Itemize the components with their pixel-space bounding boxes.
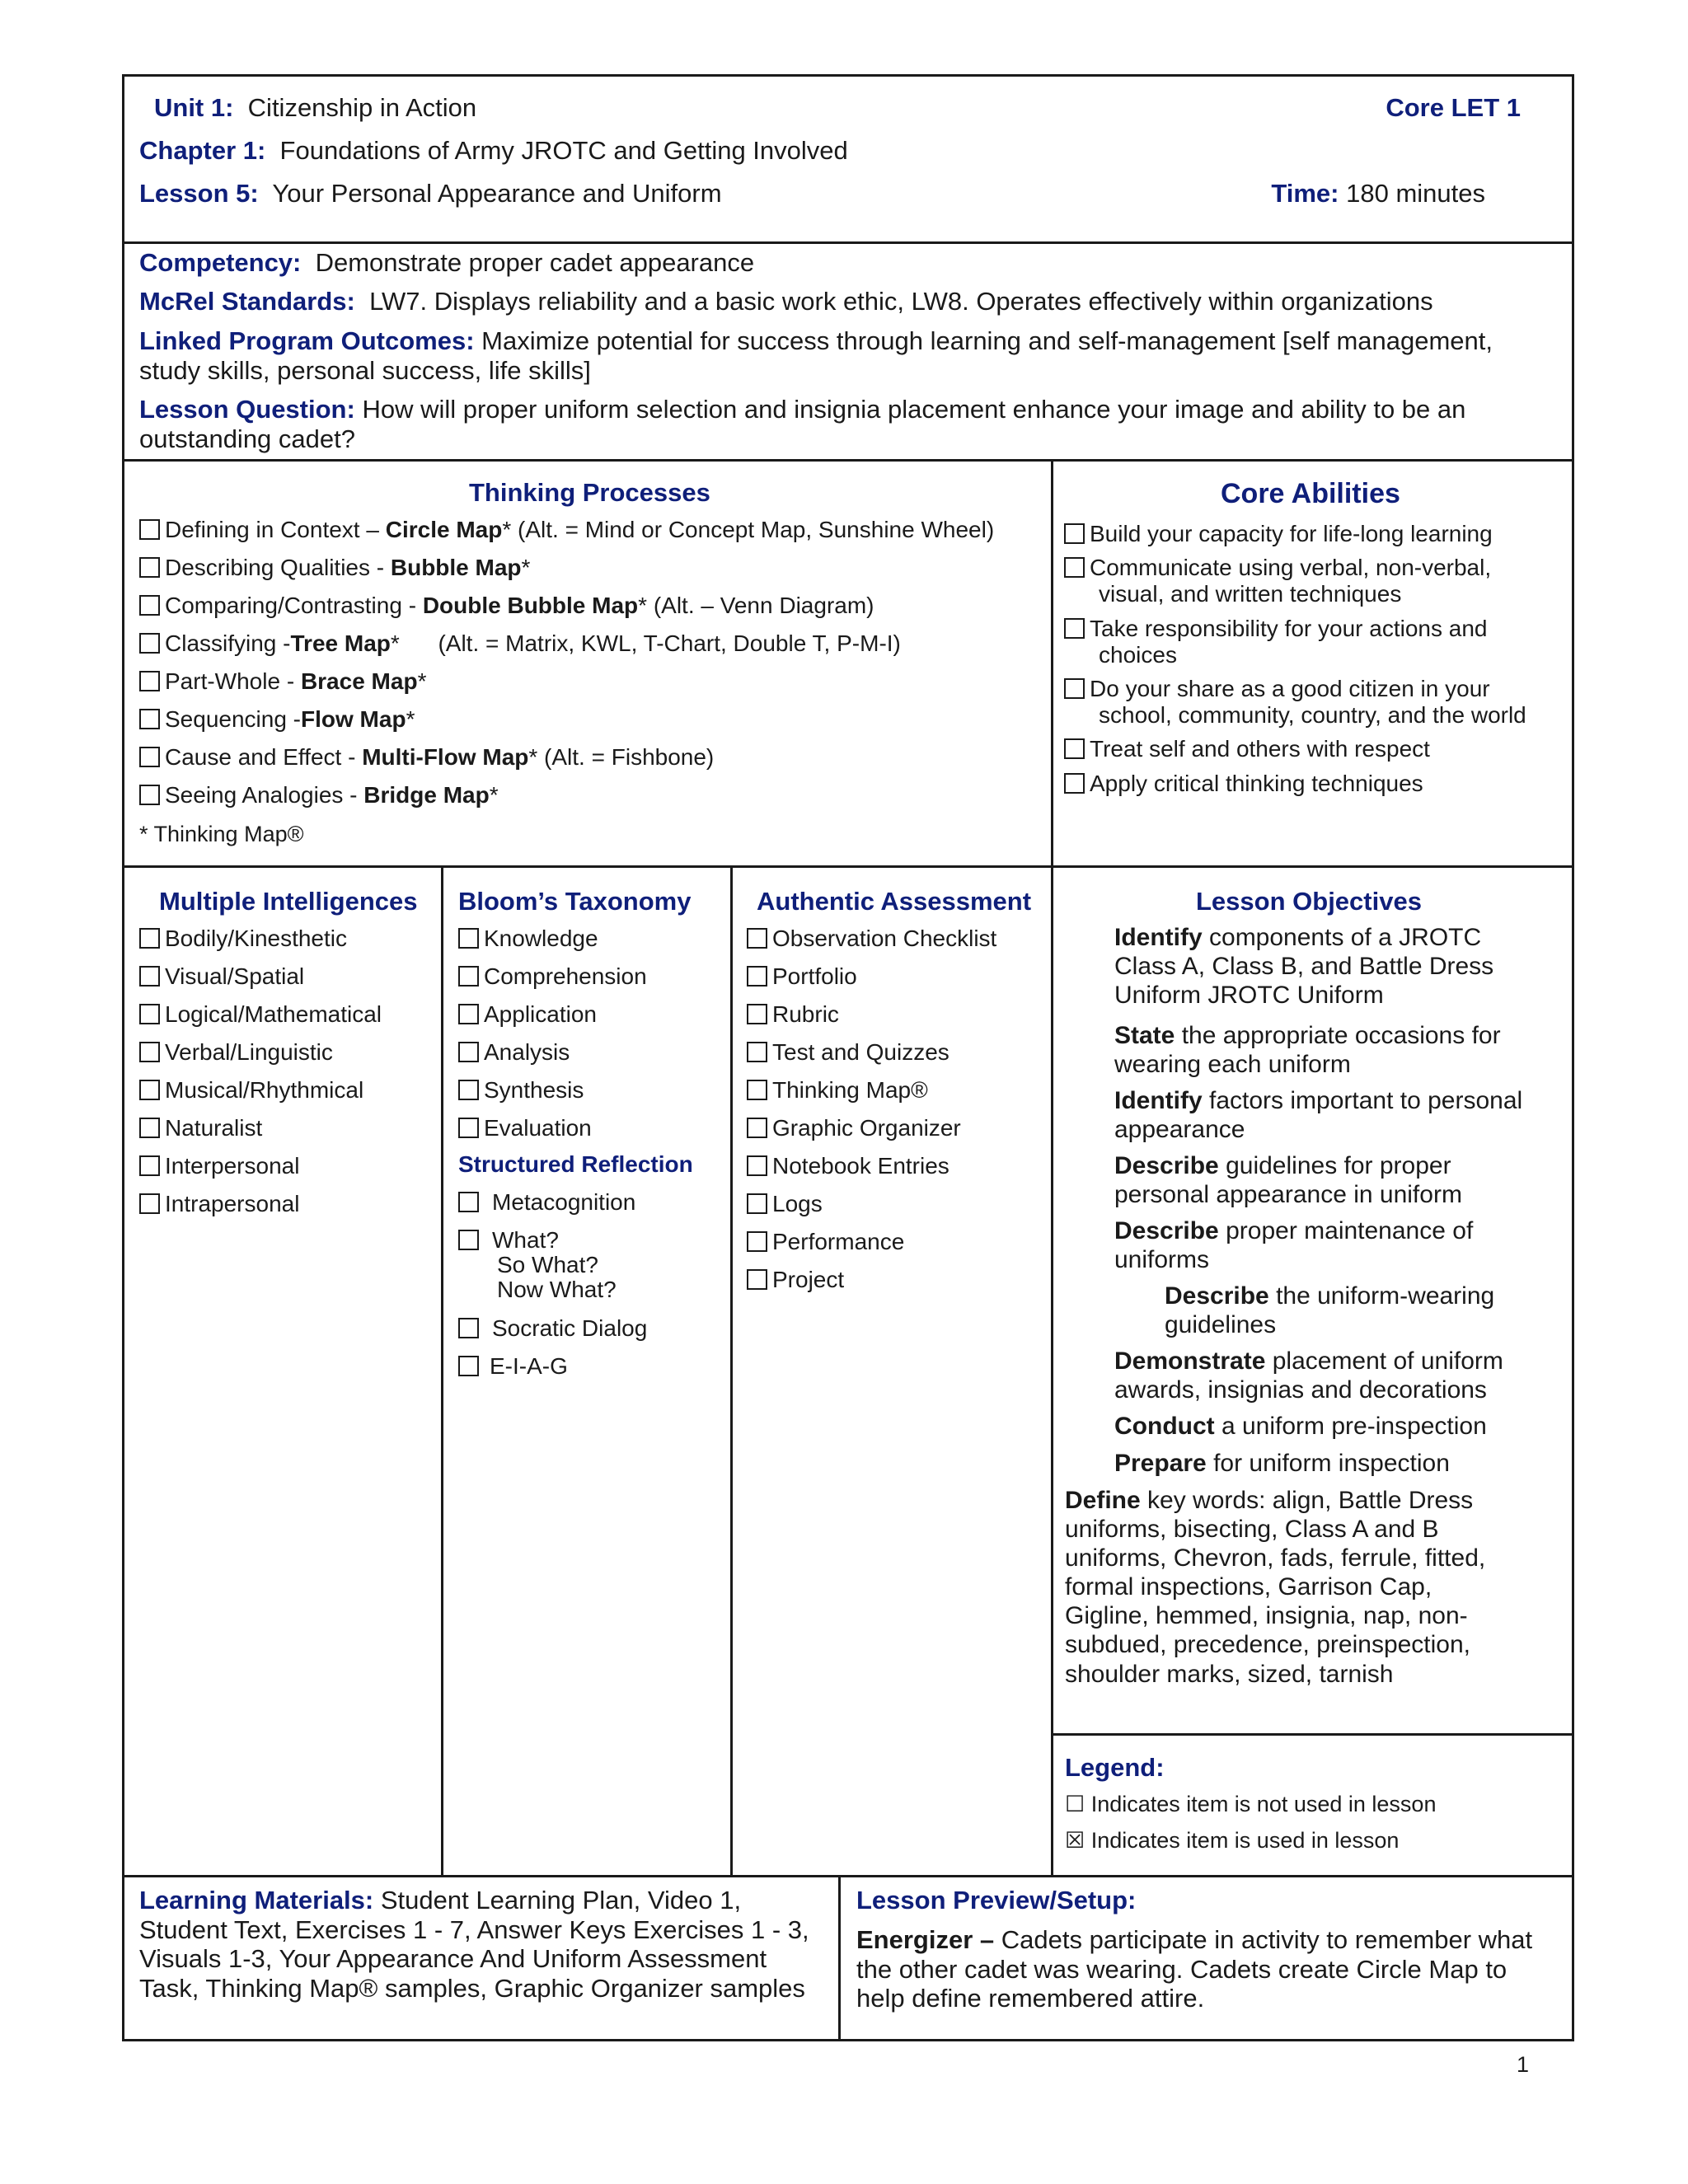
blooms-title: Bloom’s Taxonomy [458,887,692,916]
objective: State the appropriate occasions for wearing each uniform [1114,1022,1501,1079]
checkbox[interactable] [1064,618,1085,639]
checkbox[interactable] [139,747,160,767]
checkbox[interactable] [747,1118,767,1138]
time-line [1271,179,1485,209]
tp-item: Cause and Effect - Multi-Flow Map* (Alt. = Fishbone) [139,744,714,771]
header-box [122,74,1574,244]
reflection-item: Socratic Dialog [458,1315,647,1342]
bloom-item: Application [458,1001,597,1028]
checkbox[interactable] [1064,738,1085,759]
checkbox[interactable] [139,1118,160,1138]
ca-item: Take responsibility for your actions and choices [1064,616,1487,668]
lesson-value: Your Personal Appearance and Uniform [272,179,722,208]
checkbox[interactable] [747,966,767,987]
lesson-label: Lesson 5: [139,179,259,208]
materials-box [122,1875,1574,2041]
objective: Identify components of a JROTC Class A, Class B, and Battle Dress Uniform JROTC Uniform [1114,924,1494,1010]
objective: Conduct a uniform pre-inspection [1114,1413,1487,1440]
checkbox[interactable] [139,966,160,987]
reflection-subitem: Now What? [497,1277,617,1302]
checkbox[interactable] [139,1080,160,1100]
mcrel-label: McRel Standards: [139,287,355,316]
checkbox[interactable] [747,1155,767,1176]
checkbox[interactable] [139,1155,160,1176]
thinking-map-footnote: * Thinking Map® [139,822,304,846]
time-value: 180 minutes [1346,179,1485,208]
mi-item: Bodily/Kinesthetic [139,926,347,952]
ca-item: Do your share as a good citizen in your school, community, country, and the world [1064,676,1526,729]
mi-item: Verbal/Linguistic [139,1039,333,1066]
reflection-item: Metacognition [458,1189,635,1216]
overview-box [122,241,1574,462]
tp-item: Comparing/Contrasting - Double Bubble Map* (Alt. – Venn Diagram) [139,593,874,619]
legend-used: ☒ Indicates item is used in lesson [1065,1828,1400,1853]
mi-item: Visual/Spatial [139,963,304,990]
aa-item: Observation Checklist [747,926,996,952]
objective: Describe guidelines for proper personal appearance in uniform [1114,1152,1462,1209]
lesson-preview-text: Energizer – Cadets participate in activity to remember what the other cadet was wearing. Cadets create Circle Map to help define remembered attire. [856,1925,1533,2013]
checkbox[interactable] [458,1318,479,1338]
reflection-subitem: So What? [497,1252,598,1277]
checkbox[interactable] [139,633,160,654]
bloom-item: Comprehension [458,963,647,990]
checkbox[interactable] [458,1192,479,1212]
checkbox[interactable] [1064,523,1085,544]
aa-item: Test and Quizzes [747,1039,950,1066]
checkbox[interactable] [458,1230,479,1250]
checkbox[interactable] [139,557,160,578]
checkbox[interactable] [139,709,160,729]
aa-item: Graphic Organizer [747,1115,961,1141]
checkbox[interactable] [747,1004,767,1024]
mi-item: Musical/Rhythmical [139,1077,363,1104]
checkbox[interactable] [458,1080,479,1100]
checkbox[interactable] [458,1004,479,1024]
checkbox[interactable] [139,1193,160,1214]
multiple-intelligences-title: Multiple Intelligences [159,887,418,916]
aa-item: Project [747,1267,844,1293]
aa-item: Notebook Entries [747,1153,950,1179]
reflection-item: What? [458,1227,559,1254]
unit-value: Citizenship in Action [247,93,477,122]
checkbox[interactable] [1064,557,1085,578]
unit-label: Unit 1: [154,93,234,122]
checkbox[interactable] [458,1042,479,1062]
checkbox[interactable] [747,1080,767,1100]
energizer-label: Energizer – [856,1925,995,1954]
mcrel-value: LW7. Displays reliability and a basic work ethic, LW8. Operates effectively within organizations [369,287,1433,316]
ca-item: Build your capacity for life-long learning [1064,521,1493,547]
checkbox[interactable] [139,1004,160,1024]
reflection-item: E-I-A-G [458,1353,568,1380]
mcrel-standards [139,287,1433,316]
tp-item: Sequencing -Flow Map* [139,706,415,733]
competency-label: Competency: [139,248,302,277]
aa-item: Thinking Map® [747,1077,928,1104]
methods-box [122,865,1574,1877]
checkbox[interactable] [747,1193,767,1214]
checkbox[interactable] [747,928,767,949]
time-label: Time: [1271,179,1339,208]
outcomes-label: Linked Program Outcomes: [139,326,475,355]
lesson-line [139,179,722,209]
aa-item: Performance [747,1229,904,1255]
checkbox[interactable] [139,519,160,540]
authentic-assessment-title: Authentic Assessment [757,887,1032,916]
question-label: Lesson Question: [139,395,355,424]
structured-reflection-title: Structured Reflection [458,1151,693,1177]
empty-checkbox-icon: ☐ [1065,1792,1085,1816]
objective: Prepare for uniform inspection [1114,1450,1450,1477]
bloom-item: Analysis [458,1039,570,1066]
ca-item: Treat self and others with respect [1064,736,1430,762]
lesson-objectives-title: Lesson Objectives [1196,887,1422,916]
tp-item: Classifying -Tree Map* (Alt. = Matrix, KWL, T-Chart, Double T, P-M-I) [139,630,901,657]
chapter-label: Chapter 1: [139,136,266,165]
define-keywords: Define key words: align, Battle Dress uniforms, bisecting, Class A and B uniforms, Chevron, fads, ferrule, fitted, formal inspections, Garrison Cap, Gigline, hemmed, insignia, nap, non-subdued, precedence, preinspection, shoulder marks, sized, tarnish [1065,1487,1486,1688]
lesson-question [139,395,1540,453]
checkbox[interactable] [139,1042,160,1062]
checkbox[interactable] [1064,678,1085,699]
aa-item: Logs [747,1191,823,1217]
materials-text: Student Learning Plan, Video 1, Student Text, Exercises 1 - 7, Answer Keys Exercises 1 - 3, Visuals 1-3, Your Appearance And Uniform Assessment Task, Thinking Map® samples, Graphic Organizer samples [139,1886,809,2003]
unit-line [154,93,476,123]
ca-item: Communicate using verbal, non-verbal, visual, and written techniques [1064,555,1491,607]
legend-unused: ☐ Indicates item is not used in lesson [1065,1792,1437,1816]
checkbox[interactable] [747,1231,767,1252]
objective: Describe proper maintenance of uniforms [1114,1217,1474,1274]
learning-materials [139,1886,823,2004]
mi-item: Logical/Mathematical [139,1001,382,1028]
checkbox[interactable] [458,966,479,987]
page-number: 1 [1517,2052,1530,2077]
aa-item: Rubric [747,1001,839,1028]
objective: Demonstrate placement of uniform awards, insignias and decorations [1114,1347,1503,1404]
mi-item: Intrapersonal [139,1191,299,1217]
mi-item: Interpersonal [139,1153,299,1179]
legend-title: Legend: [1065,1753,1165,1782]
checkbox[interactable] [747,1269,767,1290]
mi-item: Naturalist [139,1115,262,1141]
competency-value: Demonstrate proper cadet appearance [315,248,755,277]
bloom-item: Knowledge [458,926,598,952]
bloom-item: Evaluation [458,1115,592,1141]
aa-item: Portfolio [747,963,857,990]
chapter-value: Foundations of Army JROTC and Getting Involved [279,136,848,165]
outcomes-value: Maximize potential for success through learning and self-management [self management, study skills, personal success, life skills] [139,326,1493,385]
competency [139,248,754,278]
checkbox[interactable] [139,671,160,691]
bloom-item: Synthesis [458,1077,584,1104]
question-value: How will proper uniform selection and insignia placement enhance your image and ability to be an outstanding cadet? [139,395,1466,453]
checkbox[interactable] [458,1118,479,1138]
thinking-processes-title: Thinking Processes [469,478,710,507]
checkbox[interactable] [458,928,479,949]
checkbox[interactable] [139,785,160,805]
materials-label: Learning Materials: [139,1886,374,1915]
tp-item: Describing Qualities - Bubble Map* [139,555,530,581]
checkbox[interactable] [139,928,160,949]
objective: Identify factors important to personal appearance [1114,1087,1523,1144]
checked-checkbox-icon: ☒ [1065,1828,1085,1853]
core-abilities-title: Core Abilities [1221,478,1400,509]
core-let: Core LET 1 [1386,93,1521,122]
tp-item: Seeing Analogies - Bridge Map* [139,782,499,808]
checkbox[interactable] [139,595,160,616]
ca-item: Apply critical thinking techniques [1064,771,1423,797]
program-outcomes [139,326,1540,385]
objective: Describe the uniform-wearing guidelines [1165,1282,1495,1339]
lesson-preview-title: Lesson Preview/Setup: [856,1886,1137,1915]
processes-box [122,459,1574,868]
checkbox[interactable] [747,1042,767,1062]
checkbox[interactable] [1064,773,1085,794]
chapter-line [139,136,848,166]
checkbox[interactable] [458,1356,479,1376]
tp-item: Defining in Context – Circle Map* (Alt. = Mind or Concept Map, Sunshine Wheel) [139,517,994,543]
tp-item: Part-Whole - Brace Map* [139,668,426,695]
